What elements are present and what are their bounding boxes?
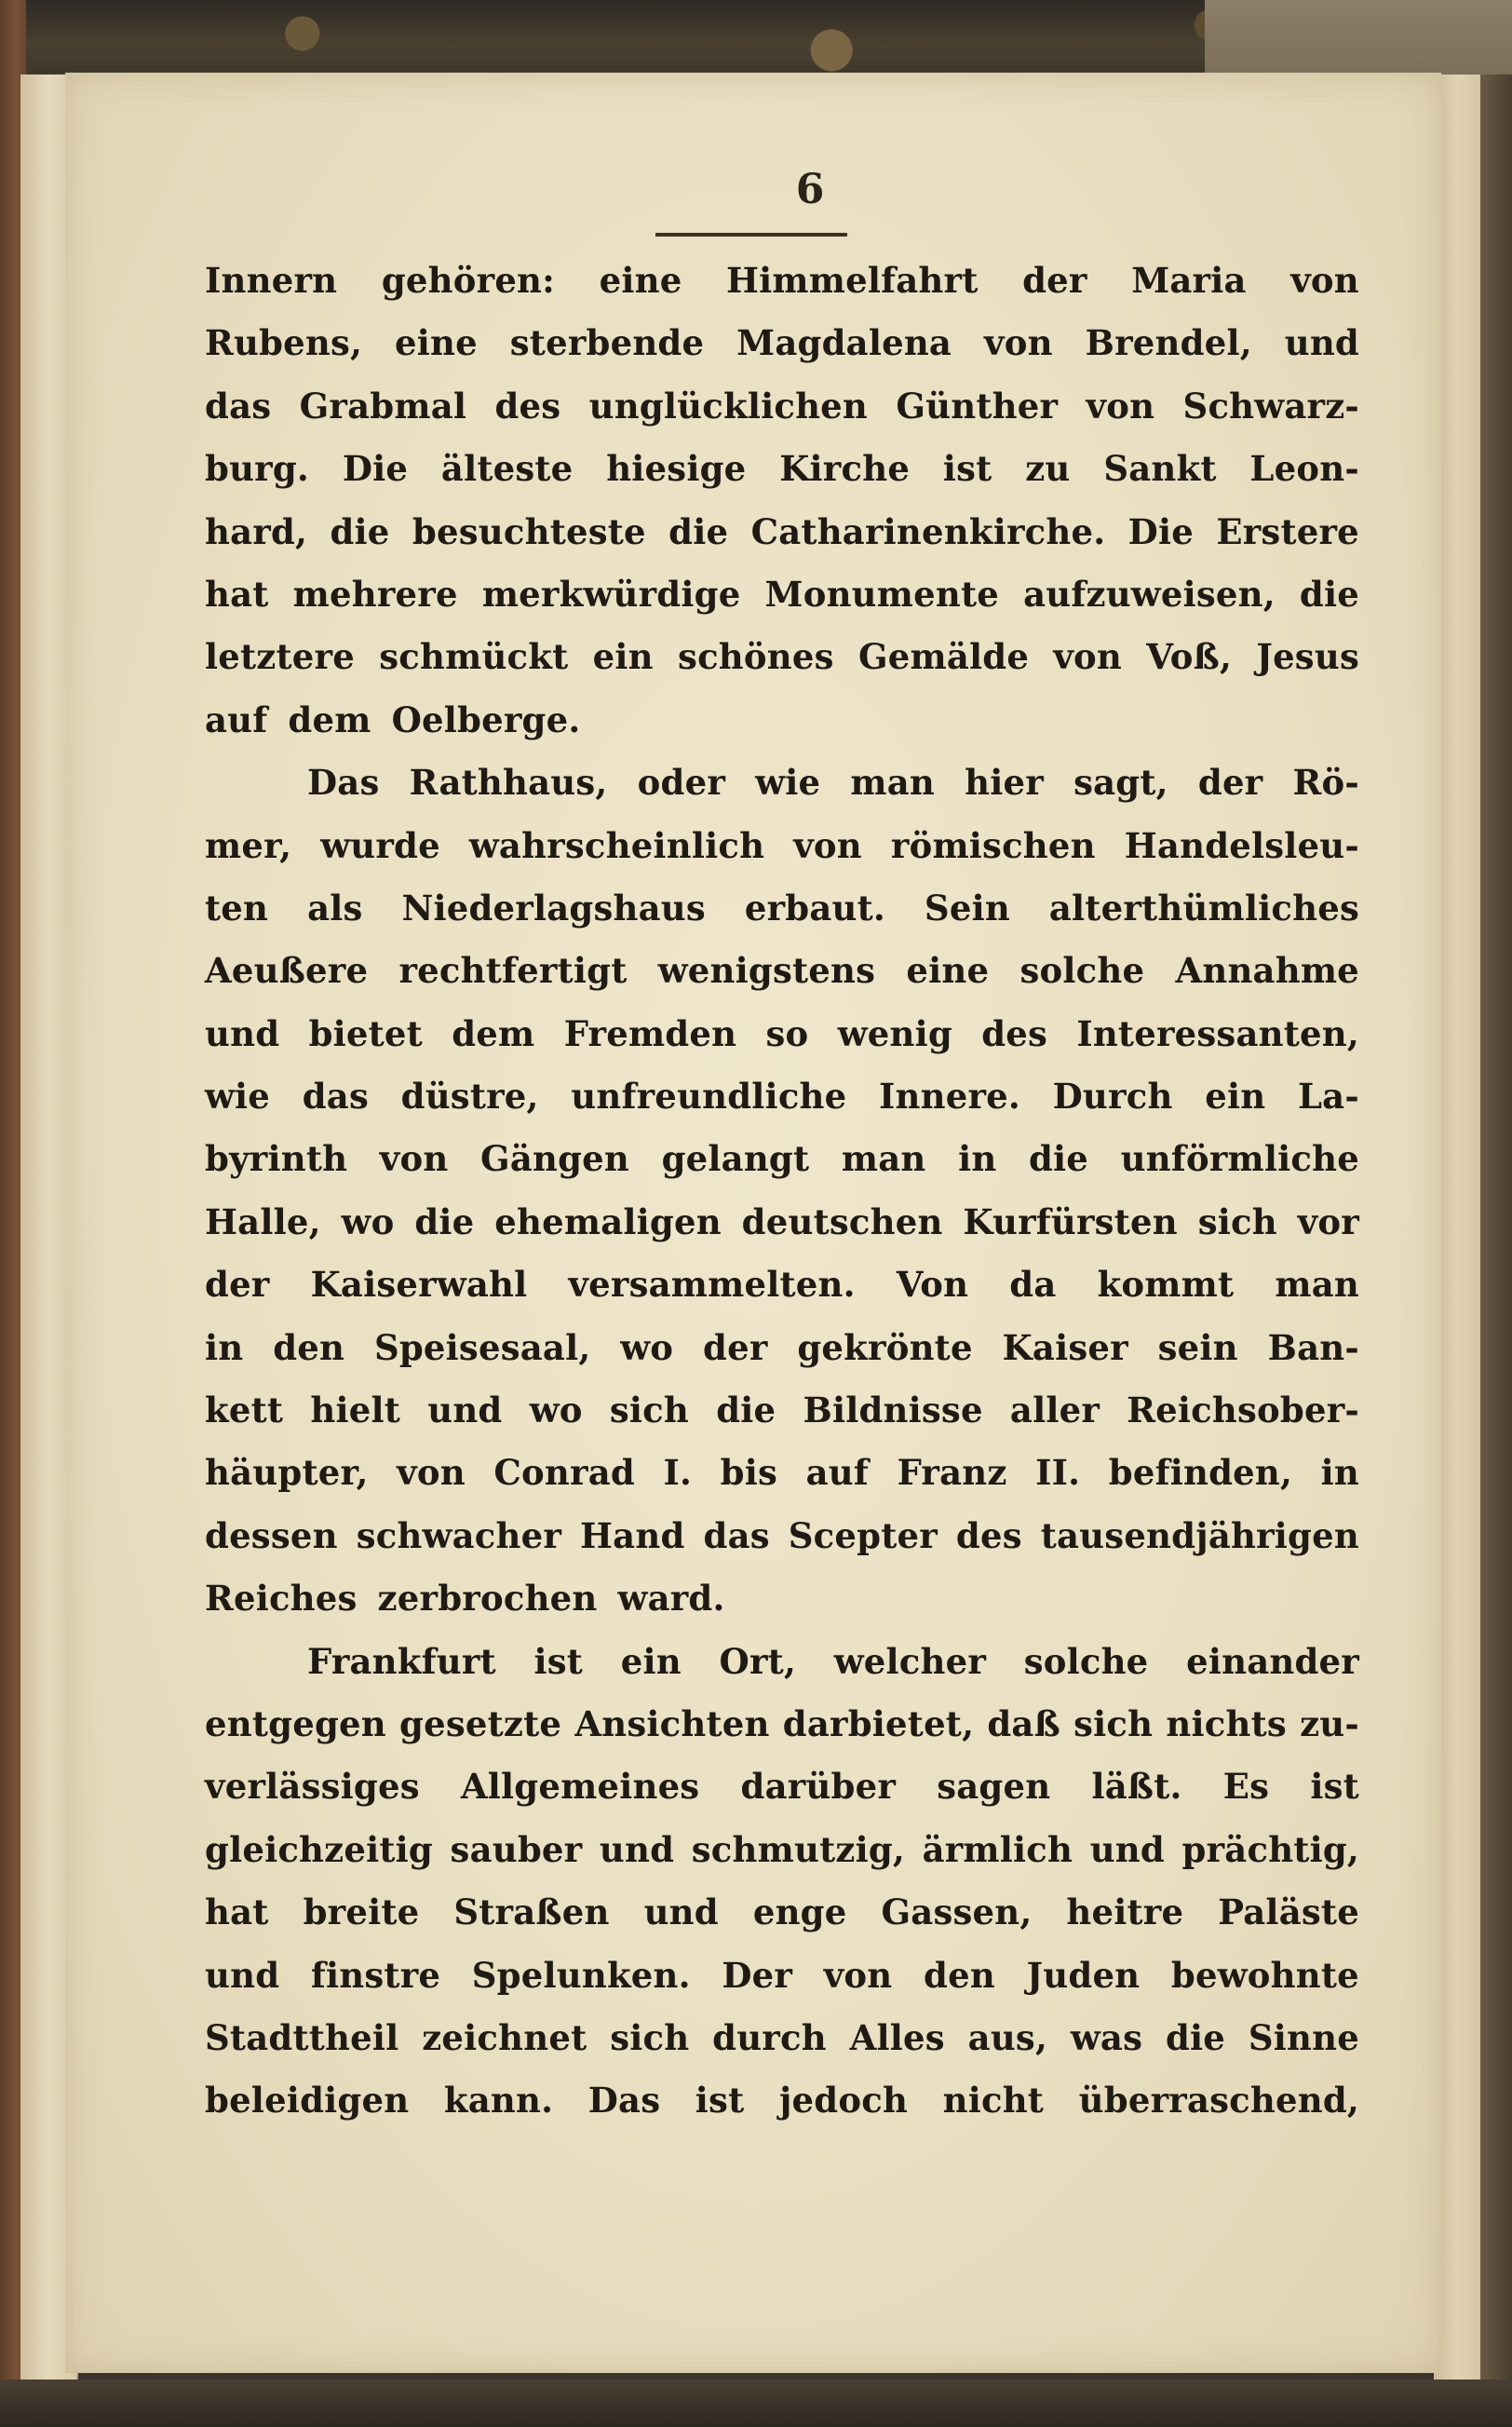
paragraph [205, 752, 1359, 1630]
text-line: Stadttheil zeichnet sich durch Alles aus, was die Sinne [205, 2016, 1359, 2058]
text-line: hard, die besuchteste die Catharinenkirche. Die Erstere [205, 510, 1359, 552]
text-line: mer, wurde wahrscheinlich von römischen Handelsleu- [205, 824, 1359, 866]
text-line: burg. Die älteste hiesige Kirche ist zu Sankt Leon- [205, 448, 1359, 490]
text-line: ten als Niederlagshaus erbaut. Sein alterthümliches [205, 887, 1359, 929]
text-line: das Grabmal des unglücklichen Günther von Schwarz- [205, 385, 1359, 427]
text-line: hat mehrere merkwürdige Monumente aufzuweisen, die [205, 573, 1359, 615]
paragraph [205, 250, 1359, 752]
page-number: 6 [795, 166, 825, 213]
book-cover-bottom [0, 2380, 1512, 2427]
text-line: Halle, wo die ehemaligen deutschen Kurfürsten sich vor [205, 1200, 1359, 1242]
text-line: in den Speisesaal, wo der gekrönte Kaiser sein Ban- [205, 1326, 1359, 1368]
paragraph [205, 1631, 1359, 2133]
text-line: beleidigen kann. Das ist jedoch nicht überraschend, [205, 2080, 1359, 2122]
text-line: kett hielt und wo sich die Bildnisse aller Reichsober- [205, 1390, 1359, 1431]
text-line: der Kaiserwahl versammelten. Von da kommt man [205, 1264, 1359, 1306]
text-line: letztere schmückt ein schönes Gemälde von Voß, Jesus [205, 636, 1359, 678]
text-line: auf dem Oelberge. [205, 698, 581, 740]
text-line: Das Rathhaus, oder wie man hier sagt, der Rö- [307, 762, 1359, 804]
text-line: Innern gehören: eine Himmelfahrt der Maria von [205, 260, 1359, 301]
text-line: verlässiges Allgemeines darüber sagen läßt. Es ist [205, 1766, 1359, 1808]
book-page [65, 73, 1441, 2373]
text-line: Rubens, eine sterbende Magdalena von Brendel, und [205, 322, 1359, 364]
text-line: und finstre Spelunken. Der von den Juden bewohnte [205, 1954, 1359, 1996]
body-text [205, 250, 1359, 2133]
text-line: Aeußere rechtfertigt wenigstens eine solche Annahme [205, 950, 1359, 992]
text-line: byrinth von Gängen gelangt man in die unförmliche [205, 1138, 1359, 1180]
text-line: Frankfurt ist ein Ort, welcher solche einander [307, 1640, 1359, 1682]
text-line: dessen schwacher Hand das Scepter des tausendjährigen [205, 1514, 1359, 1556]
text-line: häupter, von Conrad I. bis auf Franz II. befinden, in [205, 1452, 1359, 1494]
text-line: gleichzeitig sauber und schmutzig, ärmlich und prächtig, [205, 1828, 1359, 1870]
book-cover-right [1480, 75, 1512, 2427]
text-line: und bietet dem Fremden so wenig des Interessanten, [205, 1012, 1359, 1054]
book-cover-top-right [1205, 0, 1512, 84]
text-line: hat breite Straßen und enge Gassen, heitre Paläste [205, 1891, 1359, 1933]
text-line: entgegen gesetzte Ansichten darbietet, daß sich nichts zu- [205, 1702, 1359, 1744]
page-number-rule [655, 233, 847, 237]
text-line: Reiches zerbrochen ward. [205, 1578, 725, 1620]
text-line: wie das düstre, unfreundliche Innere. Durch ein La- [205, 1076, 1359, 1118]
